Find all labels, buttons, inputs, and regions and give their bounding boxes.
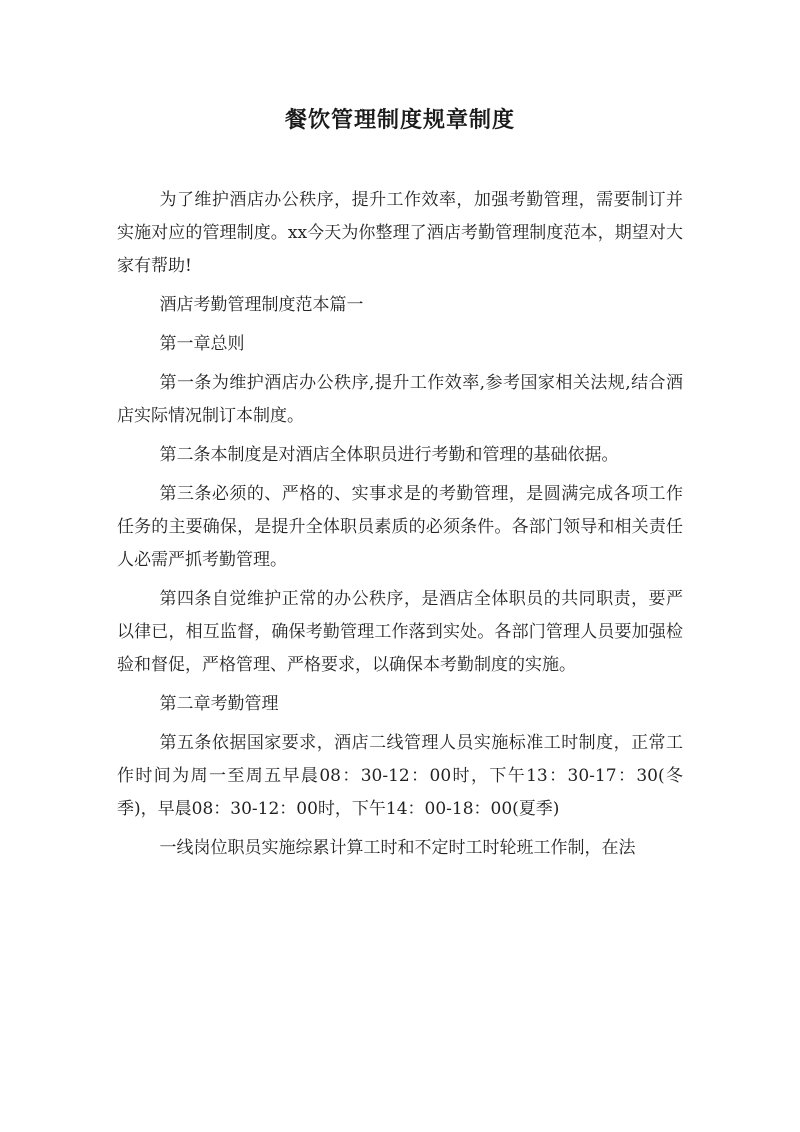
article-1: 第一条为维护酒店办公秩序,提升工作效率,参考国家相关法规,结合酒店实际情况制订本制度。 (117, 373, 683, 426)
section-heading-sample-one: 酒店考勤管理制度范本篇一 (159, 295, 364, 315)
paragraph-intro: 为了维护酒店办公秩序，提升工作效率，加强考勤管理，需要制订并实施对应的管理制度。xx今天为你整理了酒店考勤管理制度范本，期望对大家有帮助! (117, 190, 683, 276)
paragraph-frontline: 一线岗位职员实施综累计算工时和不定时工时轮班工作制，在法 (159, 838, 636, 858)
article-4: 第四条自觉维护正常的办公秩序，是酒店全体职员的共同职责，要严以律已，相互监督，确保考勤管理工作落到实处。各部门管理人员要加强检验和督促，严格管理、严格要求，以确保本考勤制度的实施。 (117, 589, 683, 675)
document-body (117, 184, 683, 871)
article-3: 第三条必须的、严格的、实事求是的考勤管理，是圆满完成各项工作任务的主要确保，是提升全体职员素质的必须条件。各部门领导和相关责任人必需严抓考勤管理。 (117, 484, 683, 570)
article-5: 第五条依据国家要求，酒店二线管理人员实施标准工时制度，正常工作时间为周一至周五早晨08：30-12：00时，下午13：30-17：30(冬季)，早晨08：30-12：00时，下午14：00-18：00(夏季) (117, 733, 683, 819)
article-2: 第二条本制度是对酒店全体职员进行考勤和管理的基础依据。 (159, 445, 619, 465)
chapter-heading-general: 第一章总则 (159, 334, 245, 354)
document-title: 餐饮管理制度规章制度 (284, 107, 515, 133)
chapter-heading-attendance: 第二章考勤管理 (159, 694, 279, 714)
